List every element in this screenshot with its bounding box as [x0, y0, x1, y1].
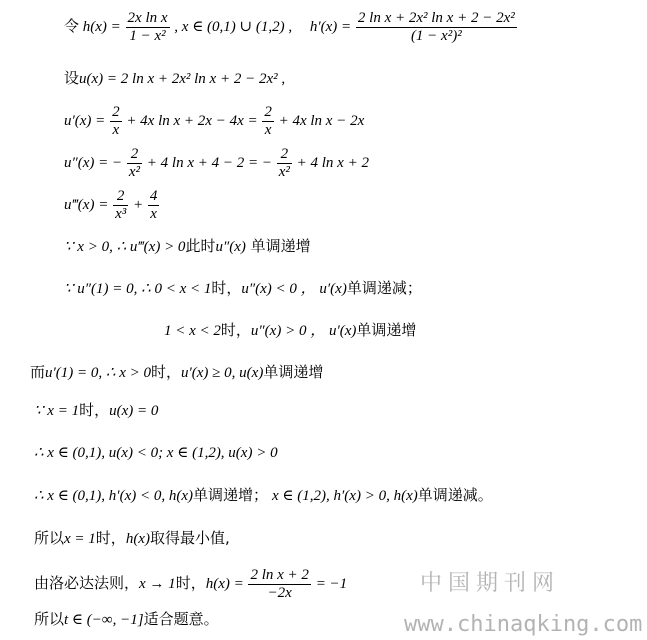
l15-cjk-0: 所以: [34, 610, 65, 628]
l14-fraction: [248, 567, 310, 602]
l7-math-2: u″(x) < 0 ， u′(x): [241, 281, 347, 297]
l9-math: u′(1) = 0, ∴ x > 0: [45, 365, 151, 381]
l9-cjk-2: 单调递增: [263, 363, 324, 381]
utprime-frac-2-num: 4: [149, 188, 158, 204]
l12-cjk-2: 单调递减。: [417, 486, 493, 504]
uprime-frac-1-num: 2: [112, 104, 120, 120]
uprime-frac-2-num: 2: [264, 104, 272, 120]
l7-cjk-1: 时，: [211, 279, 242, 297]
l8-math: 1 < x < 2: [164, 323, 221, 339]
h-lhs: h(x) =: [82, 18, 121, 35]
uprime-frac-1-den: x: [112, 122, 120, 138]
udprime-lhs: u″(x) = −: [64, 154, 123, 171]
hprime-numerator: 2 ln x + 2x² ln x + 2 − 2x²: [357, 10, 515, 26]
watermark-chinese: 中国期刊网: [420, 571, 561, 596]
utprime-frac-1-den: x³: [115, 206, 127, 222]
l13-math-2: h(x): [125, 531, 150, 547]
l6-math-2: u″(x): [215, 239, 246, 255]
l14-numerator: 2 ln x + 2: [250, 567, 309, 583]
l12-cjk-1: 单调递增；: [193, 486, 269, 504]
l12-math-2: x ∈ (1,2), h′(x) > 0, h(x): [272, 488, 418, 504]
l10-math-2: u(x) = 0: [109, 403, 159, 419]
h-denominator: 1 − x²: [129, 28, 166, 44]
uprime-tail: + 4x ln x − 2x: [278, 112, 365, 129]
l8-cjk-2: 单调递增: [356, 321, 417, 339]
l13-cjk-0: 所以: [34, 529, 65, 547]
l15-math: t ∈ (−∞, −1]: [64, 612, 144, 628]
l15-cjk-1: 适合题意。: [143, 610, 219, 628]
cjk-she: 设: [64, 69, 80, 87]
utprime-frac-2-den: x: [150, 206, 157, 222]
line-7: [64, 278, 422, 299]
udprime-frac-2: [277, 146, 292, 181]
l11-math: ∴ x ∈ (0,1), u(x) < 0; x ∈ (1,2), u(x) > 0: [34, 445, 278, 461]
line-2-u-definition: [64, 68, 285, 89]
line-15: [34, 609, 219, 630]
uprime-frac-2: [262, 104, 274, 139]
cjk-ling: 令: [64, 16, 80, 35]
h-domain: , x ∈ (0,1) ∪ (1,2) ,: [174, 18, 293, 35]
l6-cjk-1: 此时: [185, 237, 216, 255]
h-fraction: [126, 10, 170, 45]
l9-math-2: u′(x) ≥ 0, u(x): [181, 365, 264, 381]
line-5-u-triple-prime: [64, 188, 160, 223]
l14-lhs: h(x) =: [205, 575, 244, 592]
line-1-h-definition: [64, 10, 518, 45]
uprime-frac-2-den: x: [264, 122, 272, 138]
l14-math: x → 1: [139, 575, 176, 592]
line-9: [30, 362, 323, 383]
line-10: [34, 400, 158, 421]
utprime-frac-2: [148, 188, 160, 223]
utprime-frac-1-num: 2: [113, 188, 128, 206]
l14-cjk-0: 由洛必达法则，: [34, 573, 140, 592]
l13-math: x = 1: [64, 531, 96, 547]
line-6: [64, 236, 311, 257]
line-8: [164, 320, 416, 341]
l10-math: ∵ x = 1: [34, 403, 80, 419]
l6-math: ∵ x > 0, ∴ u‴(x) > 0: [64, 239, 186, 255]
h-numerator: 2x ln x: [127, 10, 168, 26]
l13-cjk-2: 取得最小值,: [149, 529, 230, 547]
l7-math: ∵ u″(1) = 0, ∴ 0 < x < 1: [64, 281, 212, 297]
l12-math: ∴ x ∈ (0,1), h′(x) < 0, h(x): [34, 488, 193, 504]
l9-cjk-0: 而: [30, 363, 46, 381]
udprime-frac-1: [127, 146, 142, 181]
utprime-lhs: u‴(x) =: [64, 196, 109, 213]
uprime-frac-1: [110, 104, 122, 139]
utprime-mid: +: [132, 196, 144, 213]
u-expr: u(x) = 2 ln x + 2x² ln x + 2 − 2x² ,: [79, 71, 286, 87]
l8-math-2: u″(x) > 0 ， u′(x): [250, 323, 357, 339]
hprime-lhs: h′(x) =: [309, 18, 352, 35]
udprime-frac-2-den: x²: [278, 164, 290, 180]
uprime-lhs: u′(x) =: [64, 112, 106, 129]
l9-cjk-1: 时，: [150, 363, 181, 381]
udprime-frac-1-num: 2: [127, 146, 142, 164]
hprime-fraction: [356, 10, 517, 45]
utprime-frac-1: [113, 188, 128, 223]
line-3-u-prime: [64, 104, 364, 139]
l8-cjk-1: 时，: [220, 321, 251, 339]
line-11: [34, 443, 278, 463]
l7-cjk-2: 单调递减；: [346, 279, 422, 297]
l6-cjk-2: 单调递增: [245, 237, 311, 255]
line-12: [34, 485, 493, 506]
udprime-tail: + 4 ln x + 2: [296, 154, 369, 171]
watermark-url: www.chinaqking.com: [404, 612, 643, 637]
line-13: [34, 528, 230, 549]
l14-cjk-1: 时，: [175, 573, 206, 592]
l10-cjk-1: 时，: [79, 401, 110, 419]
uprime-mid: + 4x ln x + 2x − 4x =: [126, 112, 258, 129]
hprime-denominator: (1 − x²)²: [410, 28, 462, 44]
udprime-frac-2-num: 2: [277, 146, 292, 164]
line-14: [34, 567, 347, 602]
l14-tail: = −1: [315, 575, 348, 592]
l14-denominator: −2x: [267, 585, 292, 601]
line-4-u-double-prime: [64, 146, 369, 181]
l13-cjk-1: 时，: [95, 529, 126, 547]
udprime-mid: + 4 ln x + 4 − 2 = −: [146, 154, 272, 171]
udprime-frac-1-den: x²: [128, 164, 141, 180]
